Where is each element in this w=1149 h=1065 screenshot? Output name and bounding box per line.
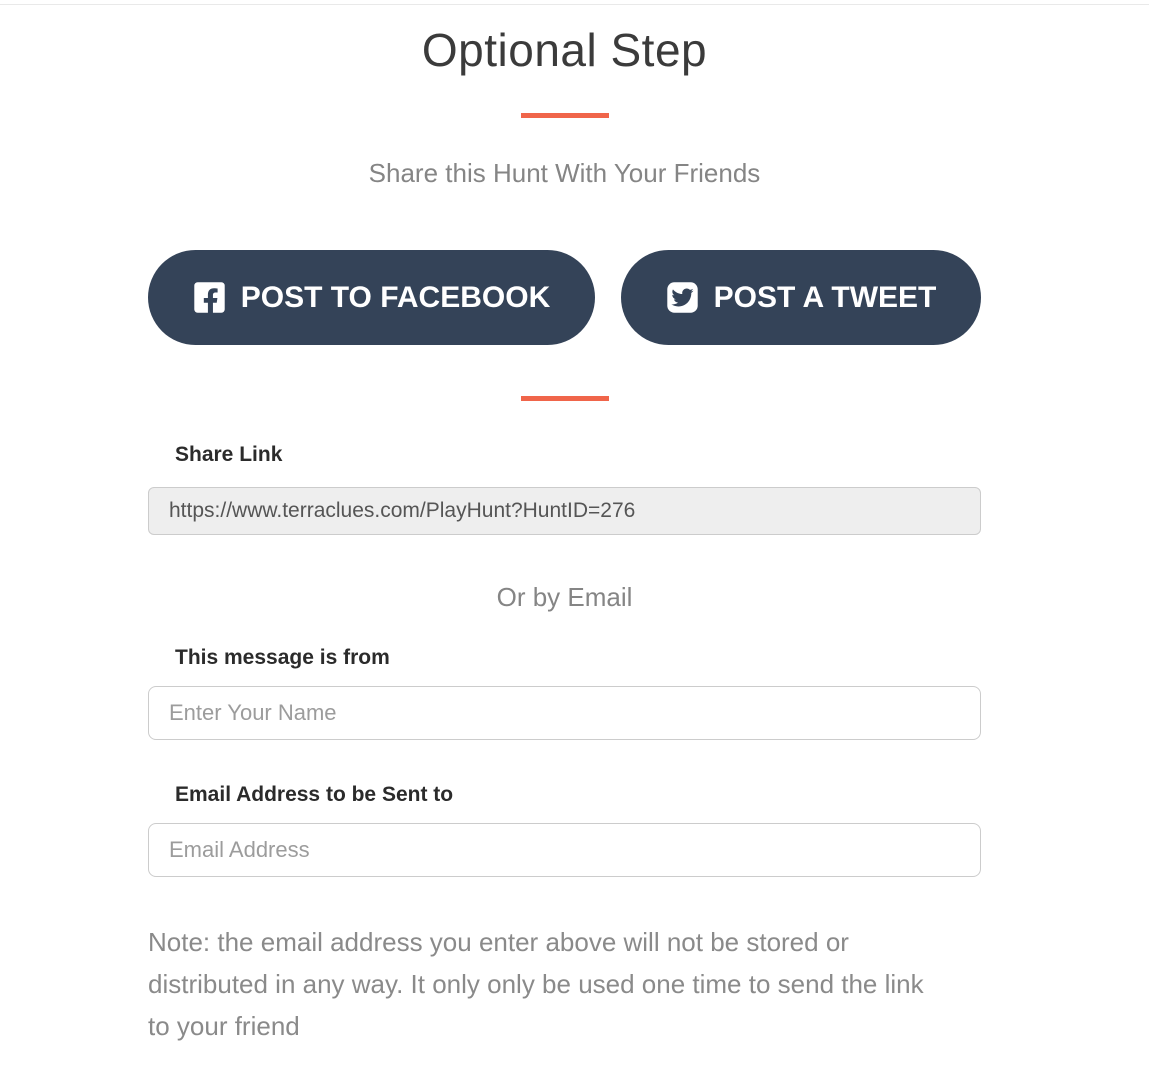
- or-by-email-heading: Or by Email: [496, 582, 633, 612]
- accent-divider: [521, 396, 609, 401]
- post-to-facebook-label: POST TO FACEBOOK: [240, 280, 551, 314]
- privacy-note: Note: the email address you enter above will not be stored or distributed in any way. It only only be used one time to send the link to your friend: [148, 927, 924, 1041]
- facebook-icon: [193, 281, 226, 314]
- social-buttons-row: [148, 250, 981, 345]
- share-link-label: Share Link: [175, 443, 283, 466]
- optional-step-panel: [148, 23, 981, 1047]
- recipient-email-input[interactable]: [148, 823, 981, 877]
- post-a-tweet-button[interactable]: [621, 250, 981, 345]
- top-divider: [0, 4, 1149, 5]
- sender-name-input[interactable]: [148, 686, 981, 740]
- message-from-label: This message is from: [175, 646, 390, 669]
- post-to-facebook-button[interactable]: [148, 250, 595, 345]
- share-link-input[interactable]: [148, 487, 981, 535]
- post-a-tweet-label: POST A TWEET: [713, 280, 937, 314]
- twitter-icon: [666, 281, 699, 314]
- page-title: Optional Step: [421, 24, 708, 76]
- share-subtitle: Share this Hunt With Your Friends: [368, 158, 761, 188]
- accent-divider: [521, 113, 609, 118]
- email-address-label: Email Address to be Sent to: [175, 783, 454, 806]
